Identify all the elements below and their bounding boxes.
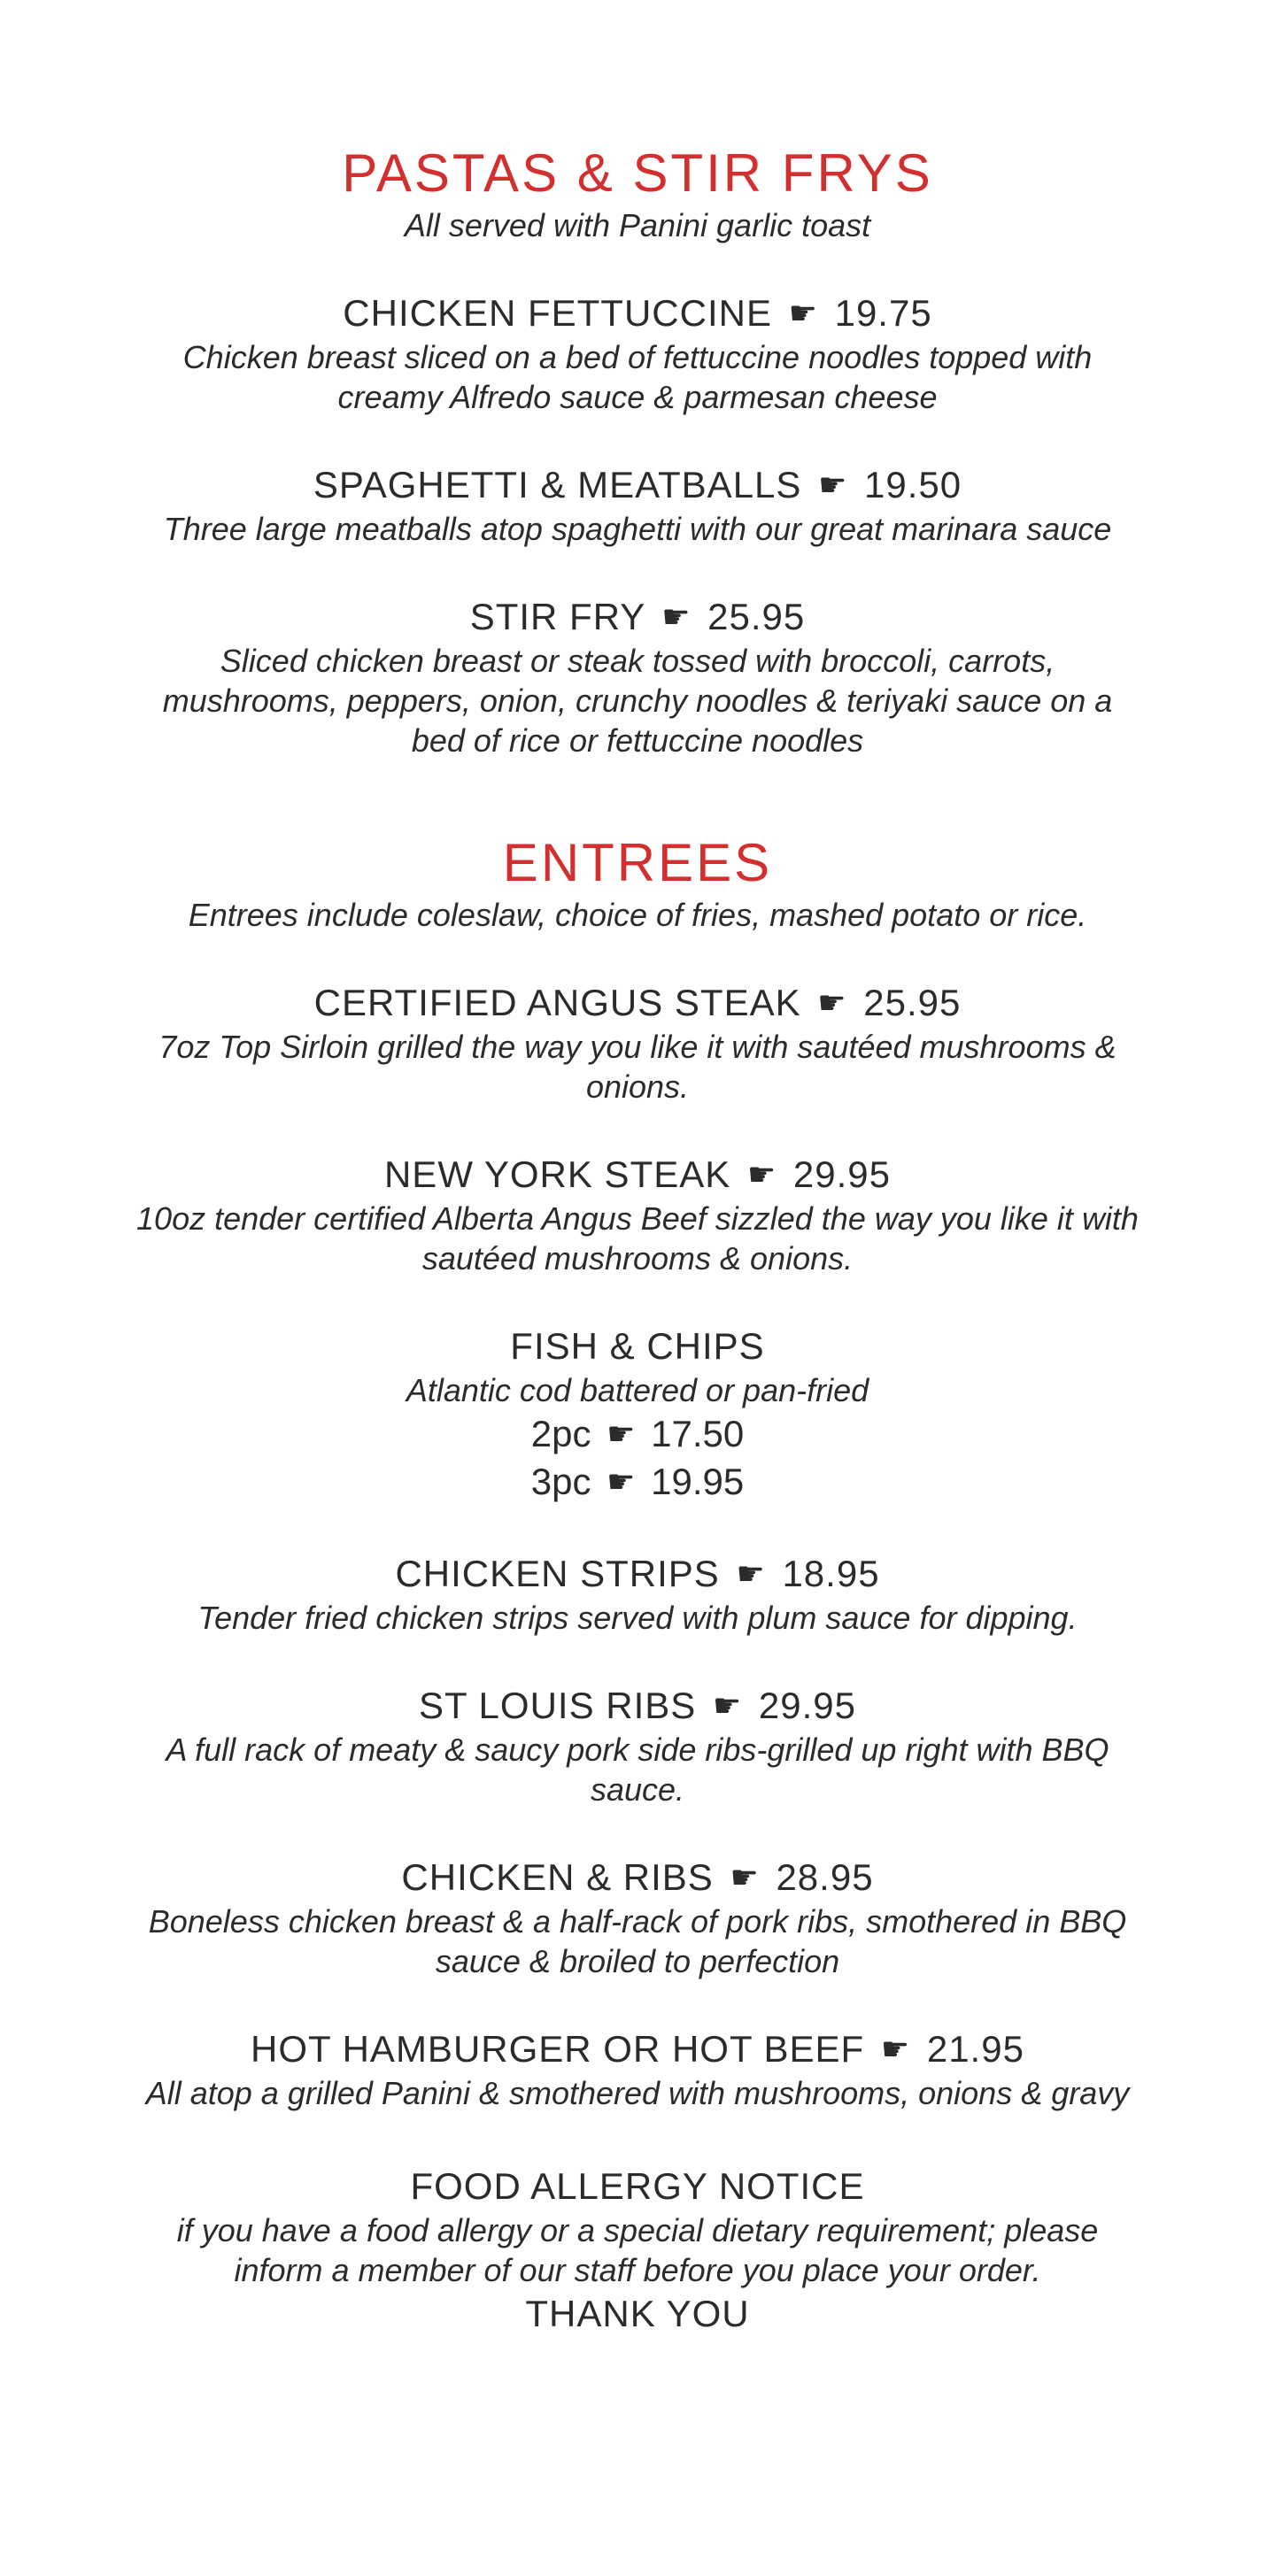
menu-item [133, 1151, 1142, 1278]
menu-item [133, 289, 1142, 417]
menu-item-name: NEW YORK STEAK [383, 1153, 731, 1195]
menu-item-name: FISH & CHIPS [510, 1325, 765, 1367]
price-option-price: 19.95 [651, 1461, 745, 1502]
menu-item-price: 19.75 [834, 292, 932, 334]
menu-item [133, 2025, 1142, 2113]
pointing-hand-icon: ☛ [788, 295, 818, 331]
menu-item-title [133, 1550, 1142, 1598]
price-option [133, 1410, 1142, 1458]
menu-item-title [133, 593, 1142, 641]
pointing-hand-icon: ☛ [746, 1156, 777, 1192]
menu-item-description: Sliced chicken breast or steak tossed with broccoli, carrots, mushrooms, peppers, onion, crunchy noodles & teriyaki sauce on a bed of rice or fettuccine noodles [162, 643, 1113, 759]
menu-item-title [133, 1151, 1142, 1199]
menu-item-price: 28.95 [776, 1856, 874, 1898]
notice-text: if you have a food allergy or a special dietary requirement; please inform a member of our staff before you place your order. [176, 2212, 1099, 2288]
menu-item-name: STIR FRY [469, 596, 645, 637]
menu-item-name: HOT HAMBURGER OR HOT BEEF [251, 2028, 865, 2070]
section-subtitle: Entrees include coleslaw, choice of fries, mashed potato or rice. [188, 897, 1087, 933]
menu-item-title [133, 2025, 1142, 2073]
price-option-price: 17.50 [651, 1413, 745, 1454]
menu-item-title [133, 289, 1142, 337]
menu-item-title [133, 1682, 1142, 1730]
menu-item-title [133, 979, 1142, 1027]
menu-item-title [133, 1323, 1142, 1370]
pointing-hand-icon: ☛ [712, 1687, 743, 1724]
menu-item [133, 593, 1142, 760]
menu-item-description: All atop a grilled Panini & smothered with mushrooms, onions & gravy [145, 2075, 1130, 2111]
menu-item-name: CHICKEN STRIPS [395, 1553, 720, 1594]
entrees-section [133, 831, 1142, 2113]
menu-item [133, 1323, 1142, 1506]
menu-item-title [133, 1854, 1142, 1901]
pointing-hand-icon: ☛ [661, 598, 692, 635]
menu-item-description: Atlantic cod battered or pan-fried [406, 1372, 869, 1408]
menu-item [133, 979, 1142, 1107]
menu-item-name: CHICKEN FETTUCCINE [343, 292, 772, 334]
menu-item-description: A full rack of meaty & saucy pork side ribs-grilled up right with BBQ sauce. [166, 1731, 1109, 1808]
menu-item-price: 25.95 [707, 596, 806, 637]
menu-item-description: 10oz tender certified Alberta Angus Beef sizzled the way you like it with sautéed mushrooms & onions. [136, 1200, 1139, 1276]
menu-item-name: SPAGHETTI & MEATBALLS [313, 464, 802, 505]
pastas-section [133, 142, 1142, 760]
menu-item-title [133, 461, 1142, 509]
menu-item-description: 7oz Top Sirloin grilled the way you like it with sautéed mushrooms & onions. [158, 1029, 1117, 1105]
pointing-hand-icon: ☛ [818, 467, 848, 503]
section-title: PASTAS & STIR FRYS [342, 143, 933, 203]
menu-item-description: Tender fried chicken strips served with plum sauce for dipping. [197, 1600, 1078, 1636]
menu-item-price: 19.50 [864, 464, 962, 505]
section-subtitle: All served with Panini garlic toast [404, 207, 871, 243]
price-option-label: 2pc [530, 1413, 591, 1454]
allergy-notice [133, 2163, 1142, 2338]
menu-item-name: CHICKEN & RIBS [401, 1856, 714, 1898]
pointing-hand-icon: ☛ [736, 1555, 766, 1592]
menu-item [133, 1682, 1142, 1809]
notice-title: FOOD ALLERGY NOTICE [410, 2165, 865, 2207]
menu-item-price: 29.95 [758, 1685, 857, 1726]
menu-item [133, 1854, 1142, 1981]
pointing-hand-icon: ☛ [607, 1415, 636, 1452]
pointing-hand-icon: ☛ [817, 984, 847, 1021]
menu-item-price: 18.95 [782, 1553, 880, 1594]
price-option-label: 3pc [530, 1461, 591, 1502]
menu-item-description: Chicken breast sliced on a bed of fettuccine noodles topped with creamy Alfredo sauce & parmesan cheese [182, 339, 1093, 415]
pointing-hand-icon: ☛ [880, 2031, 911, 2067]
thank-you: THANK YOU [525, 2293, 750, 2334]
pointing-hand-icon: ☛ [607, 1463, 636, 1500]
menu-item-name: ST LOUIS RIBS [418, 1685, 697, 1726]
pointing-hand-icon: ☛ [730, 1859, 760, 1895]
menu-item [133, 461, 1142, 549]
menu-item-description: Boneless chicken breast & a half-rack of pork ribs, smothered in BBQ sauce & broiled to perfection [148, 1903, 1127, 1979]
menu-item [133, 1550, 1142, 1638]
price-option [133, 1458, 1142, 1506]
menu-item-price: 25.95 [863, 982, 962, 1023]
menu-item-price: 29.95 [792, 1153, 892, 1195]
menu-item-price: 21.95 [926, 2028, 1024, 2070]
menu-item-name: CERTIFIED ANGUS STEAK [313, 982, 801, 1023]
section-title: ENTREES [502, 833, 773, 892]
menu-item-description: Three large meatballs atop spaghetti with our great marinara sauce [163, 511, 1112, 547]
